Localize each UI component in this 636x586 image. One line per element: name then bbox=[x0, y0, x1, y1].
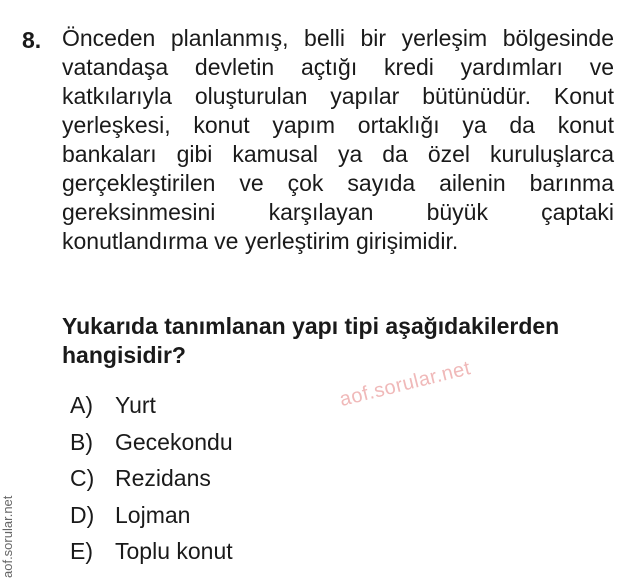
option-e[interactable] bbox=[70, 538, 233, 575]
question-prompt: Yukarıda tanımlanan yapı tipi aşağıdakilerden hangisidir? bbox=[62, 313, 560, 368]
option-c[interactable] bbox=[70, 465, 233, 502]
option-letter: A) bbox=[70, 392, 93, 418]
option-letter: E) bbox=[70, 538, 93, 564]
question-text: Önceden planlanmış, belli bir yerleşim bölgesinde vatandaşa devletin açtığı kredi yardımları ve katkılarıyla oluşturulan yapılar bütünüdür. Konut yerleşkesi, konut yapım ortaklığı ya da konut bankaları gibi kamusal ya da özel kuruluşlarca gerçekleştirilen ve çok sayıda ailenin barınma gereksinmesini karşılayan büyük çaptaki konutlandırma ve yerleştirim girişimidir. bbox=[62, 25, 614, 254]
option-text: Rezidans bbox=[115, 465, 211, 491]
option-a[interactable] bbox=[70, 392, 233, 429]
option-letter: B) bbox=[70, 428, 93, 455]
option-d[interactable] bbox=[70, 502, 233, 539]
option-text: Toplu konut bbox=[115, 538, 233, 564]
option-letter: D) bbox=[70, 501, 95, 528]
watermark-side: aof.sorular.net bbox=[0, 495, 15, 578]
answer-options bbox=[70, 392, 233, 575]
option-text: Yurt bbox=[115, 392, 156, 418]
watermark-center: aof.sorular.net bbox=[337, 357, 474, 412]
option-b[interactable] bbox=[70, 429, 233, 466]
option-text: Lojman bbox=[115, 501, 191, 528]
option-text: Gecekondu bbox=[115, 428, 233, 455]
option-letter: C) bbox=[70, 465, 95, 491]
question-number: 8. bbox=[22, 27, 42, 53]
